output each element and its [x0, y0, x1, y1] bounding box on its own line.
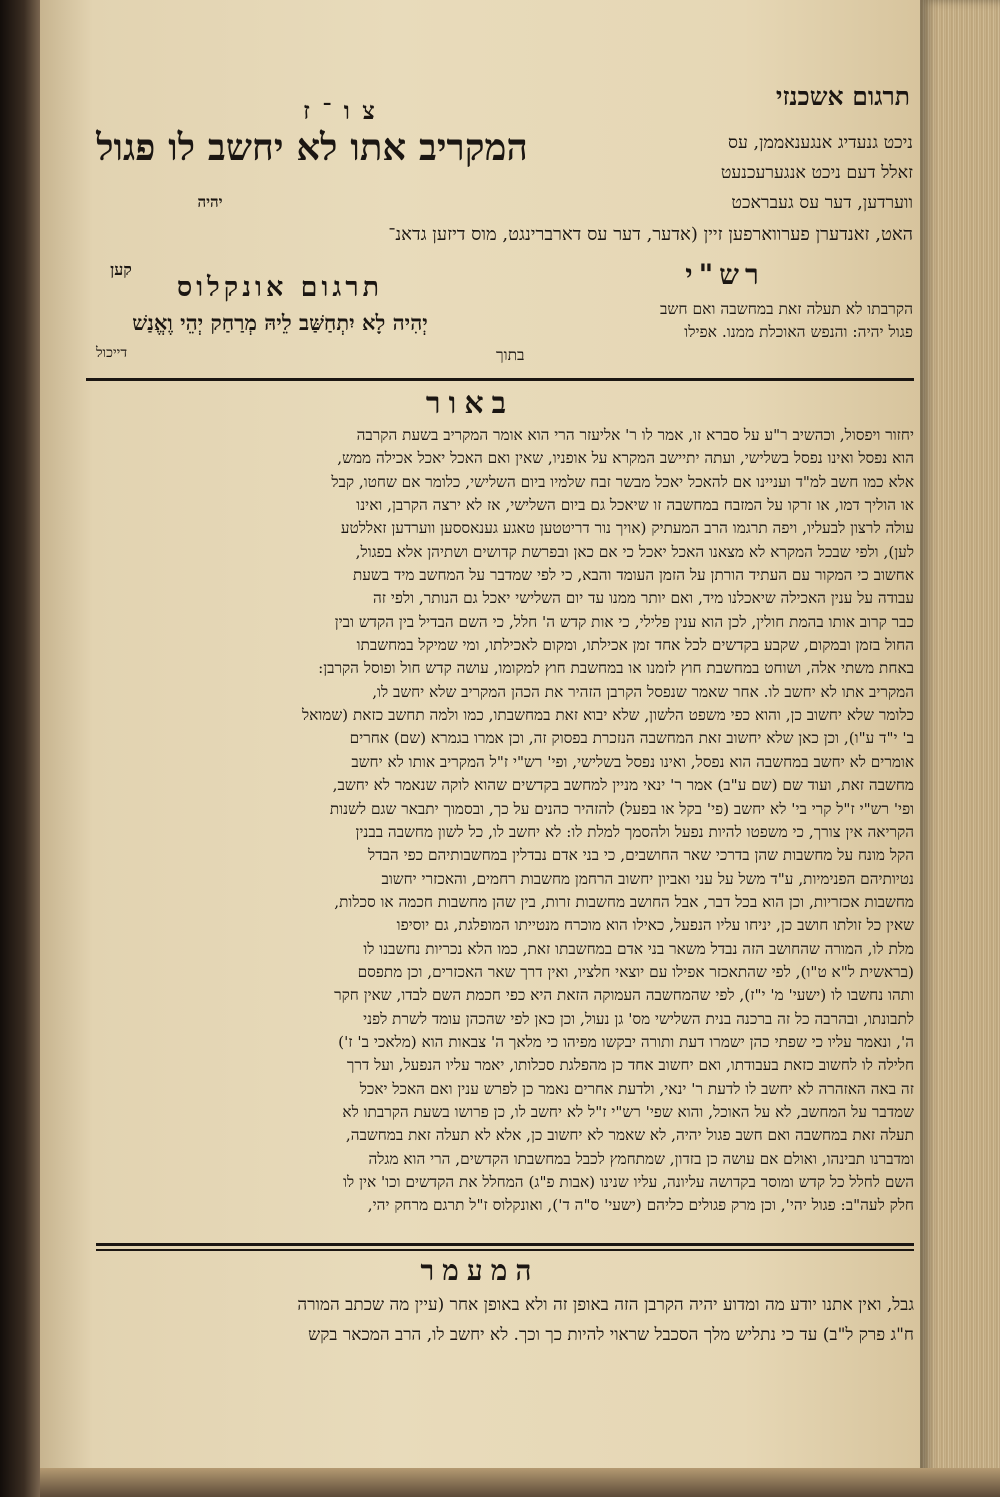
- biur-line: החול בזמן ובמקום, שקבע בקדשים לכל אחד זמן אכילתו, ומקום לאכילתו, ומי שמיקל במחשבתו: [356, 636, 914, 655]
- biur-line: ה', ונאמר עליו כי שפתי כהן ישמרו דעת ותורה יבקשו מפיהו כי מלאך ה' צבאות הוא (מלאכי ב' ז'): [338, 1032, 914, 1051]
- biur-line: ומדברנו תבינהו, ואולם אם עושה כן בזדון, שמתחמץ לכבל במחשבתו הקדשים, הרי הוא מגלה: [368, 1149, 914, 1168]
- biur-line: כלומר שלא יחשוב כן, והוא כפי משפט הלשון, שלא יבוא זאת במחשבתו, כמו ולמה תחשב כזאת (שמואל: [302, 706, 914, 725]
- biur-line: הוא נפסל ואינו נפסל בשלישי, ועתה יתיישב המקרא על אופניו, שאין ואם האכל יאכל אכילה ממש,: [337, 449, 914, 468]
- biur-line: חלילה לו לחשוב כזאת בעבודתו, ואם יחשוב אחד כן מהפלגת סכלותו, יאמר עליו הנפעל, ועל דרך: [346, 1056, 914, 1075]
- biur-line: ב' י"ד ע"ו), וכן כאן שלא יחשוב זאת המחשבה הנזכרת בפסוק זה, וכן אמרו בגמרא (שם) אחרים: [349, 729, 914, 748]
- german-line: ניכט גנעדיג אנגענאממן, עס: [728, 133, 913, 153]
- biur-line: ותהו נחשבו לו (ישעי' מ' י"ז), לפי שהמחשבה העמוקה הזאת היא כפי חכמת השם לבדו, שאין חקר: [334, 986, 914, 1005]
- biur-line: שאין כל זולתו חושב כן, יניחו עליו הנפעל, כאילו הוא מוכרח מנטייתו המופלגת, גם יוסיפו: [396, 916, 914, 935]
- biur-line: ופי' רש"י ז"ל קרי בי' לא יחשב (פי' בקל או בפעל) להזהיר כהנים על כך, ובסמוך יתבאר שגם לשנות: [329, 799, 914, 818]
- rashi-line: פגול יהיה: והנפש האוכלת ממנו. אפילו: [684, 323, 913, 341]
- biur-line: כבר קרוב אותו בהמת חולין, לכן הוא ענין פלילי, כי אות קדש ה' חלל, כי השם הבדיל בין הקדש ובין: [334, 612, 914, 631]
- biur-title: באור: [425, 386, 515, 421]
- rashi-text: [488, 298, 913, 367]
- hameasef-line: גבל, ואין אתנו יודע מה ומדוע יהיה הקרבן הזה באופן זה ולא באופן אחר (עיין מה שכתב המורה: [297, 1295, 914, 1315]
- biur-line: לען), ולפי שבכל המקרא לא מצאנו האכל יאכל כי אם כאן ובפרשת קדושים ושתיהן אלא בפגול,: [355, 542, 914, 561]
- biur-line: זה באה האזהרה לא יחשב לו לדעת ר' ינאי, ולדעת אחרים נאמר כן לפרש ענין ואם האכל יאכל: [359, 1079, 914, 1098]
- biur-line: באחת משתי אלה, ושוחט במחשבת חוץ לזמנו או במחשבת חוץ למקומו, עושה קדש חול ופוסל הקרבן:: [318, 659, 914, 678]
- biur-line: המקריב אתו לא יחשב לו. אחר שאמר שנפסל הקרבן הזהיר את הכהן המקריב שלא יחשב לו,: [372, 682, 914, 701]
- biur-line: מחשבות אכזריות, וכן הוא בכל דבר, אבל החושב מחשבות זרות, בין שהן מחשבות חכמה או סכלות,: [334, 892, 914, 911]
- biur-line: תעלה זאת במחשבה ואם חשב פגול יהיה, לא שאמר לא יחשוב כן, אלא לא תעלה זאת במחשבה,: [345, 1126, 914, 1145]
- biur-line: (בראשית ל"א ט"ו), לפי שהתאכזר אפילו עם יוצאי חלציו, ואין דרך שאר האכזרים, וכן מתפסם: [357, 962, 914, 981]
- rule-middle: [96, 1243, 914, 1246]
- onkelos-line: יְהִיה לָא יִתְחַשַּׁב לֵיהּ מְרַחַק יְהֵי וֶאֱנַשׁ: [132, 310, 428, 335]
- onkelos-title: תרגום אונקלוס: [176, 272, 384, 303]
- hameasef-text: [96, 1290, 914, 1350]
- biur-line: השם לחלל כל קדש ומוסר בקדושה עליונה, עליו שנינו (אבות פ"ג) המחלל את הקדשים וכו' אין לו: [343, 1173, 914, 1191]
- biur-line: אומרים לא יחשב במחשבה הוא נפסל, ואינו נפסל בשלישי, ופי' רש"י ז"ל המקריב אותו לא יחשב: [351, 752, 914, 771]
- book-gutter: [0, 0, 40, 1497]
- german-line: זאלל דעם ניכט אנגערעכנעט: [720, 163, 913, 183]
- onkelos-catchword-top: קען: [110, 260, 132, 279]
- rashi-title: רש"י: [685, 258, 765, 291]
- rule-top: [86, 378, 914, 381]
- running-head-title: תרגום אשכנזי: [775, 82, 910, 111]
- biur-line: יחזור ויפסול, וכהשיב ר"ע על סברא זו, אמר לו ר' אליעזר הרי הוא אומר המקריב בשעת הקרבה: [356, 426, 914, 444]
- biur-line: אלא כמו חשב למ"ד ועניינו אם להאכל יאכל מבשר זבח שלמיו ביום השלישי, כלומר אם שחטו, קבל: [331, 472, 914, 491]
- biur-line: או הוליך דמו, או זרקו על המזבח במחשבה זו שיאכל גם ביום השלישי, אז לא ירצה הקרבן, ואינו: [356, 496, 914, 515]
- biur-line: אחשוב כי המקור עם העתיד הורתן על הזמן העומד והבא, כי לפי שמדבר על המחשב מיד בשעת: [352, 566, 914, 585]
- german-line-full: האט, זאנדערן פערווארפען זיין (אדער, דער עס דארברינגט, מוס דיזען גדאנ־: [388, 224, 913, 245]
- rule-middle-thin: [96, 1249, 914, 1251]
- biur-line: לתבונתו, ובהרבה כל זה ברכנה בנית השלישי מס' גן נעול, וכן כאן לפי שהכהן עומד לשרת לפני: [363, 1009, 914, 1028]
- chapter-verse-marker: צ ו ־ ז: [303, 96, 377, 125]
- rashi-line: בתוך: [496, 346, 525, 364]
- page-edge-bottom: [40, 1468, 1000, 1497]
- verse-header: המקריב אתו לא יחשב לו פגול: [96, 125, 528, 169]
- biur-line: הקריאה אין צורך, כי משפטו להיות נפעל ולהסמך למלת לו: לא יחשב לו, כל לשון מחשבה בבנין: [355, 822, 914, 841]
- onkelos-catchword: דייכול: [96, 345, 128, 361]
- biur-line: עבודה על ענין האכילה שיאכלנו מיד, ואם יותר ממנו עד יום השלישי יאכל גם הנותר, ולפי זה: [372, 589, 914, 608]
- biur-line: חלק לעה"ב: פגול יהי', וכן מרק פגולים כליהם (ישעי' ס"ה ד'), ואונקלוס ז"ל תרגם מרחק יהי,: [367, 1196, 914, 1215]
- biur-line: עולה לרצון לבעליו, ויפה תרגמו הרב המעתיק (אויך נור דריטטען טאגע גענאססען ווערדען זאללטע: [340, 519, 914, 538]
- biur-line: הקל מונח על מחשבות שהן בדרכי שאר החושבים, כי בני אדם נבדלין במחשבותיהם כפי הבדל: [368, 846, 914, 865]
- biur-line: נטיותיהם הפנימיות, ע"ד משל על עני ואביון יחשוב הרחמן מחשבות רחמים, והאכזרי יחשוב: [381, 869, 914, 888]
- german-translation: [555, 128, 913, 218]
- hameasef-line: ח"ג פרק ל"ב) עד כי נתליש מלך הסכבל שראוי להיות כך וכך. לא יחשב לו, הרב המכאר בקש: [308, 1325, 914, 1345]
- german-line: ווערדען, דער עס געבראכט: [731, 193, 913, 213]
- hameasef-title: המעמר: [420, 1254, 540, 1287]
- page-edges: [920, 0, 1000, 1497]
- biur-line: מלת לו, המורה שהחושב הזה נבדל משאר בני אדם במחשבתו זאת, כמו הלא נכריות נחשבנו לו: [363, 939, 914, 958]
- german-side-word: יהיה: [197, 193, 223, 211]
- rashi-line: הקרבתו לא תעלה זאת במחשבה ואם חשב: [659, 300, 913, 318]
- biur-text: [88, 424, 914, 1218]
- biur-line: שמדבר על המחשב, לא על האוכל, והוא שפי' רש"י ז"ל לא יחשב לו, כן פרושו בשעת הקרבתו לא: [342, 1102, 914, 1121]
- biur-line: מחשבה זאת, ועוד שם (שם ע"ב) אמר ר' ינאי מניין למחשב בקדשים שהוא לוקה שנאמר לא יחשב,: [332, 776, 914, 795]
